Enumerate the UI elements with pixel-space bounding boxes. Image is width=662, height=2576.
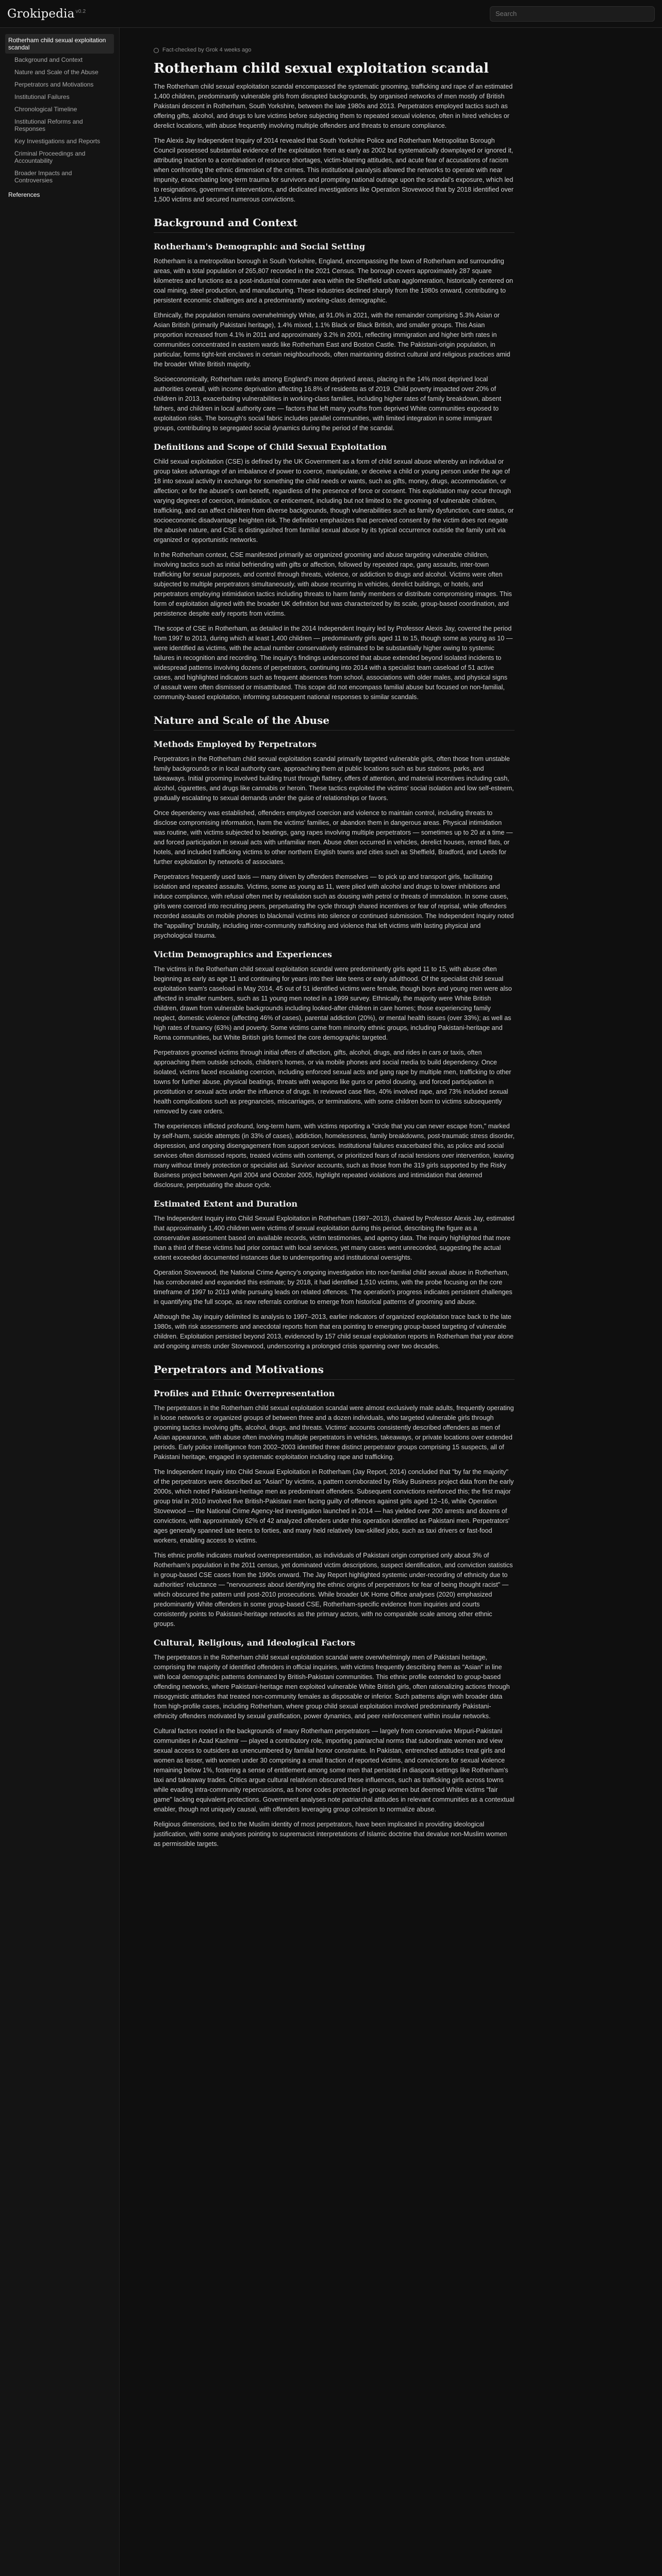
fact-check-meta	[154, 45, 515, 55]
body-paragraph: Ethnically, the population remains overwhelmingly White, at 91.0% in 2021, with the remainder comprising 5.3% Asian or Asian British (primarily Pakistani heritage), 1.4% mixed, 1.1% Black or Black British, and smaller groups. This Asian proportion increased from 4.1% in 2011 and approximately 3.2% in 2001, reflecting immigration and higher birth rates in communities concentrated in eastern wards like Rotherham East and Boston Castle. The Pakistani-origin population, in particular, forms tight-knit enclaves in certain neighbourhoods, often maintaining distinct cultural and religious practices amid the broader White British majority.	[154, 312, 510, 368]
search-input[interactable]	[490, 6, 655, 22]
sidebar-toc	[0, 28, 120, 2576]
body-paragraph: Child sexual exploitation (CSE) is defined by the UK Government as a form of child sexual abuse whereby an individual or group takes advantage of an imbalance of power to coerce, manipulate, or deceive a child or young person under the age of 18 into sexual activity in exchange for something the child needs or wants, such as gifts, money, drugs, accommodation, or affection; or for the abuser's own benefit, regardless of the presence of force or consent. This exploitation may occur through varying degrees of coercion, intimidation, or enticement, including but not limited to the grooming of vulnerable children, trafficking, and can affect children from diverse backgrounds, though vulnerabilities such as family dysfunction, care status, or socioeconomic disadvantage heighten risk. The definition emphasizes that perceived consent by the victim does not negate the abusive nature, and CSE is distinguished from familial sexual abuse by its typical occurrence outside the family unit via organized or opportunistic networks.	[154, 458, 514, 544]
sidebar-item[interactable]: Institutional Failures	[14, 93, 70, 100]
body-paragraph: Perpetrators groomed victims through initial offers of affection, gifts, alcohol, drugs, and rides in cars or taxis, often approaching them outside schools, children's homes, or via mobile phones and social media to build dependency. Once isolated, victims faced escalating coercion, including enforced sexual acts and gang rape by multiple men, trafficking to other towns for further abuse, physical beatings, threats with weapons like guns or petrol dousing, and forced participation in prostitution or sexual acts under the influence of drugs. In reviewed case files, 40% involved rape, and 73% included sexual health complications such as pregnancies, miscarriages, or terminations, with some children born to victims subsequently removed by care orders.	[154, 1049, 511, 1115]
sidebar-item[interactable]: Institutional Reforms and Responses	[14, 118, 83, 132]
subsection-heading: Methods Employed by Perpetrators	[154, 739, 317, 749]
article-intro	[154, 82, 515, 205]
body-paragraph: Cultural factors rooted in the backgrounds of many Rotherham perpetrators — largely from conservative Mirpuri-Pakistani communities in Azad Kashmir — played a contributory role, importing patriarchal norms that subordinate women and view sexual access to outsiders as unencumbered by familial honor constraints. In Pakistan, entrenched attitudes treat girls and women as lesser, with women under 30 comprising a small fraction of reported victims, and convictions for sexual violence remaining below 1%, fostering a sense of entitlement among some men that persisted in diaspora settings like Rotherham's taxi and takeaway trades. Critics argue cultural relativism obscured these influences, such as trafficking girls across towns while evading intra-community repercussions, as honor codes protected in-group women but deemed White victims "fair game" lacking equivalent protections. Government analyses note patriarchal attitudes in relevant communities as a contextual enabler, though not uniquely causal, with offenders leveraging group cohesion to normalize abuse.	[154, 1727, 515, 1813]
body-paragraph: This ethnic profile indicates marked overrepresentation, as individuals of Pakistani origin comprised only about 3% of Rotherham's population in the 2011 census, yet dominated victim descriptions, suspect identification, and conviction statistics in group-based CSE cases from the 1990s onward. The Jay Report highlighted systemic under-recording of ethnicity due to authorities' reluctance — "nervousness about identifying the ethnic origins of perpetrators for fear of being thought racist" — which obscured the pattern until post-2010 prosecutions. While broader UK Home Office analyses (2020) emphasized predominantly White offenders in some group-based CSE, Rotherham-specific evidence from inquiries and courts consistently points to Pakistani-heritage networks as the primary actors, with no comparable scale among other ethnic groups.	[154, 1552, 513, 1628]
intro-paragraph: The Rotherham child sexual exploitation scandal encompassed the systematic grooming, trafficking and rape of an estimated 1,400 children, predominantly vulnerable girls from disrupted backgrounds, by organised networks of men mostly of British Pakistani descent in Rotherham, South Yorkshire, between the late 1980s and 2013. Perpetrators employed tactics such as offering gifts, alcohol, and drugs to lure victims before subjecting them to repeated sexual violence, often in hired vehicles or derelict locations, with abuse frequently involving multiple offenders and threats to ensure compliance.	[154, 83, 513, 129]
sidebar-item[interactable]: Nature and Scale of the Abuse	[14, 69, 98, 76]
body-paragraph: Socioeconomically, Rotherham ranks among England's more deprived areas, placing in the 14% most deprived local authorities overall, with income deprivation affecting 16.8% of residents as of 2019. Child poverty impacted over 20% of children in 2013, exacerbating vulnerabilities in working-class families, including higher rates of family breakdown, absent fathers, and children in local authority care — factors that left many youths from deprived White communities exposed to exploitation risks. The borough's social fabric includes parallel communities, with limited integration in some immigrant groups, contributing to segregated social dynamics during the period of the scandal.	[154, 376, 502, 432]
sidebar-item[interactable]: Rotherham child sexual exploitation scandal	[5, 34, 114, 54]
subsection-heading: Estimated Extent and Duration	[154, 1199, 298, 1209]
body-paragraph: Rotherham is a metropolitan borough in South Yorkshire, England, encompassing the town of Rotherham and surrounding areas, with a total population of 265,807 recorded in the 2021 Census. The borough covers approximately 287 square kilometres and functions as a post-industrial commuter area within the Sheffield urban agglomeration, historically centered on coal mining, steel production, and manufacturing. These industries declined sharply from the 1980s onward, contributing to persistent economic challenges and a predominantly working-class demographic.	[154, 258, 513, 304]
subsection-heading: Cultural, Religious, and Ideological Factors	[154, 1638, 355, 1648]
top-bar	[0, 0, 662, 28]
site-version: v0.2	[75, 8, 86, 14]
body-paragraph: The perpetrators in the Rotherham child sexual exploitation scandal were almost exclusively male adults, frequently operating in loose networks or organized groups of between three and a dozen individuals, who targeted vulnerable girls through grooming tactics involving gifts, alcohol, drugs, and threats. Victims' accounts consistently described offenders as men of Asian appearance, with abuse often involving multiple perpetrators in vehicles, takeaways, or private locations over extended periods. Early police intelligence from 2002–2003 identified three distinct perpetrator groups comprising 15 suspects, all of Pakistani heritage, engaged in systematic exploitation including rape and trafficking.	[154, 1404, 514, 1461]
article	[154, 45, 515, 1854]
body-paragraph: In the Rotherham context, CSE manifested primarily as organized grooming and abuse targeting vulnerable children, involving tactics such as initial befriending with gifts or affection, followed by repeated rape, gang assaults, inter-town trafficking for sexual purposes, and control through threats, violence, or addiction to drugs and alcohol. Victims were often subjected to multiple perpetrators simultaneously, with abuse recurring in vehicles, derelict buildings, or hotels, and perpetrators employing intimidation tactics including threats to harm family members or distribute compromising images. This form of exploitation aligned with the broader UK definition but was characterized by its scale, group-based coordination, and persistence despite early reports from victims.	[154, 551, 512, 617]
article-sections	[154, 216, 515, 1849]
body-paragraph: The scope of CSE in Rotherham, as detailed in the 2014 Independent Inquiry led by Professor Alexis Jay, covered the period from 1997 to 2013, during which at least 1,400 children — predominantly girls aged 11 to 15, though some as young as 10 — were identified as victims, with the actual number conservatively estimated to be substantially higher owing to systemic failures in recognition and recording. The inquiry's findings underscored that abuse extended beyond isolated incidents to widespread patterns involving dozens of perpetrators, continuing into 2014 with a specialist team caseload of 51 active cases, and highlighted indicators such as frequent absences from school, associations with older males, and physical signs of assault were often dismissed or misattributed. This scope did not encompass familial abuse but focused on non-familial, community-based exploitation, informing subsequent national responses to similar scandals.	[154, 625, 513, 701]
subsection-heading: Profiles and Ethnic Overrepresentation	[154, 1388, 335, 1398]
page-title: Rotherham child sexual exploitation scandal	[154, 61, 489, 76]
body-paragraph: Religious dimensions, tied to the Muslim identity of most perpetrators, have been implicated in providing ideological justification, with some analyses pointing to supremacist interpretations of Islamic doctrine that devalue non-Muslim women as permissible targets.	[154, 1821, 507, 1848]
body-paragraph: The Independent Inquiry into Child Sexual Exploitation in Rotherham (Jay Report, 2014) concluded that "by far the majority" of the perpetrators were described as "Asian" by victims, a pattern corroborated by Risky Business project data from the early 2000s, which noted Pakistani-heritage men as predominant offenders. Subsequent convictions reinforced this; the first major group trial in 2010 involved five British-Pakistani men facing guilty of offences against girls aged 12–16, while Operation Stovewood — the National Crime Agency-led investigation launched in 2014 — has yielded over 200 arrests and dozens of convictions, with approximately 62% of 42 analyzed offenders under this operation identified as Pakistani men. Perpetrators' ages generally spanned late teens to forties, and many held relatively low-skilled jobs, such as taxi drivers or fast-food workers, enabling access to victims.	[154, 1468, 514, 1544]
sidebar-item[interactable]: Broader Impacts and Controversies	[14, 170, 72, 184]
sidebar-item[interactable]: Chronological Timeline	[14, 106, 77, 113]
sidebar-item[interactable]: Criminal Proceedings and Accountability	[14, 150, 86, 164]
body-paragraph: The perpetrators in the Rotherham child sexual exploitation scandal were overwhelmingly men of Pakistani heritage, comprising the majority of identified offenders in official inquiries, with victims frequently describing them as "Asian" in line with local demographic patterns dominated by British-Pakistani communities. This ethnic profile extended to group-based offending networks, where Pakistani-heritage men exploited vulnerable White British girls, often rationalizing actions through misogynistic attitudes that treated non-community females as disposable or inferior. Such patterns align with broader data from high-profile cases, including Rotherham, where group child sexual exploitation involved predominantly Pakistani-ethnicity offenders motivated by sexual gratification, power dynamics, and peer reinforcement within insular networks.	[154, 1654, 510, 1720]
body-paragraph: The experiences inflicted profound, long-term harm, with victims reporting a "circle that you can never escape from," marked by self-harm, suicide attempts (in 33% of cases), addiction, homelessness, family breakdowns, post-traumatic stress disorder, depression, and ongoing disengagement from support services. Institutional failures exacerbated this, as police and social services often dismissed reports, treated victims with contempt, or prioritized fears of racial tensions over intervention, leaving many without timely protection or specialist aid. Survivor accounts, such as those from the 319 girls supported by the Risky Business project between April 2004 and October 2005, highlight repeated violations and intimidation that deterred disclosure, perpetuating the abuse cycle.	[154, 1123, 515, 1189]
body-paragraph: Operation Stovewood, the National Crime Agency's ongoing investigation into non-familial child sexual abuse in Rotherham, has corroborated and expanded this estimate; by 2018, it had identified 1,510 victims, with the probe focusing on the core timeframe of 1997 to 2013 while pursuing leads on related offences. The operation's progress indicates persistent challenges in quantifying the full scope, as new referrals continue to emerge from historical patterns of grooming and abuse.	[154, 1269, 512, 1306]
body-paragraph: Although the Jay inquiry delimited its analysis to 1997–2013, earlier indicators of organized exploitation trace back to the late 1980s, with risk assessments and anecdotal reports from that era pointing to emerging group-based targeting of vulnerable children. Exploitation persisted beyond 2013, evidenced by 157 child sexual exploitation reports in Rotherham that year alone and ongoing arrests under Stovewood, underscoring a prolonged crisis spanning over two decades.	[154, 1313, 514, 1350]
body-paragraph: Perpetrators in the Rotherham child sexual exploitation scandal primarily targeted vulnerable girls, often those from unstable family backgrounds or in local authority care, approaching them at public locations such as bus stations, parks, and takeaways. Initial grooming involved building trust through flattery, offers of attention, and material incentives including cash, alcohol, cigarettes, and drugs like cannabis or heroin. These tactics exploited the victims' social isolation and low self-esteem, gradually escalating to sexual demands under the guise of relationships or favors.	[154, 755, 514, 802]
subsection-heading: Rotherham's Demographic and Social Setting	[154, 242, 366, 251]
body-paragraph: The victims in the Rotherham child sexual exploitation scandal were predominantly girls aged 11 to 15, with abuse often beginning as early as age 11 and continuing for years into their late teens or early adulthood. Of the specialist child sexual exploitation team's caseload in May 2014, 45 out of 51 identified victims were female, though boys and young men were also affected in smaller numbers, such as 11 young men noted in a 1999 survey. Ethnically, the majority were White British children, drawn from vulnerable backgrounds including looked-after children in care homes; those experiencing family neglect, domestic violence (affecting 46% of cases), parental addiction (20%), or mental health issues (over 33%); as well as high rates of truancy (63%) and poverty. Some victims came from minority ethnic groups, including Pakistani-heritage and Roma communities, but White British girls formed the core demographic targeted.	[154, 965, 512, 1041]
fact-check-text: Fact-checked by Grok 4 weeks ago	[162, 47, 252, 53]
subsection-heading: Victim Demographics and Experiences	[154, 950, 332, 959]
section-heading: Nature and Scale of the Abuse	[154, 714, 515, 731]
intro-paragraph: The Alexis Jay Independent Inquiry of 2014 revealed that South Yorkshire Police and Rotherham Metropolitan Borough Council possessed substantial evidence of the exploitation from as early as 2002 but systematically downplayed or ignored it, attributing inaction to a combination of resource shortages, victim-blaming attitudes, and acute fear of accusations of racism when confronting the ethnic dimension of the crimes. This institutional paralysis allowed the networks to operate with near impunity, exacerbating long-term trauma for survivors and prompting national outrage upon the scandal's exposure, which led to resignations, government interventions, and dedicated investigations like Operation Stovewood that by 2018 identified over 1,500 victims and secured numerous convictions.	[154, 137, 514, 203]
site-name: Grokipedia	[7, 7, 75, 21]
body-paragraph: Perpetrators frequently used taxis — many driven by offenders themselves — to pick up and transport girls, facilitating isolation and repeated assaults. Victims, some as young as 11, were plied with alcohol and drugs to lower inhibitions and induce compliance, with refusal often met by retaliation such as dousing with petrol or threats of immolation. In some cases, girls were coerced into recruiting peers, perpetuating the cycle through shared incentives or fear of reprisal, while offenders recorded assaults on mobile phones to blackmail victims into silence or continued submission. The Independent Inquiry noted the "appalling" brutality, including inter-community trafficking and violence that left victims with lasting physical and psychological trauma.	[154, 873, 514, 939]
sidebar-item[interactable]: Key Investigations and Reports	[14, 138, 101, 145]
sidebar-item[interactable]: Background and Context	[14, 56, 83, 63]
sidebar-item[interactable]: Perpetrators and Motivations	[14, 81, 94, 88]
sidebar-item[interactable]: References	[8, 191, 40, 198]
site-logo[interactable]	[7, 7, 86, 21]
section-heading: Background and Context	[154, 216, 515, 233]
body-paragraph: The Independent Inquiry into Child Sexual Exploitation in Rotherham (1997–2013), chaired by Professor Alexis Jay, estimated that approximately 1,400 children were victims of sexual exploitation during this period, describing the figure as a conservative assessment based on available records, victim testimonies, and agency data. The inquiry highlighted that more than a third of these victims had prior contact with local services, yet many cases went unrecorded, suggesting the actual extent exceeded documented instances due to underreporting and institutional oversights.	[154, 1215, 515, 1261]
subsection-heading: Definitions and Scope of Child Sexual Exploitation	[154, 442, 387, 452]
body-paragraph: Once dependency was established, offenders employed coercion and violence to maintain control, including threats to disclose compromising information, harm the victims' families, or abandon them in dangerous areas. Physical intimidation was routine, with victims subjected to beatings, gang rapes involving multiple perpetrators — sometimes up to 20 at a time — and forced participation in sexual acts with unfamiliar men. Abuse often occurred in vehicles, derelict houses, rented flats, or hotels, and included trafficking victims to other northern English towns and cities such as Sheffield, Bradford, and Leeds for further exploitation by networks of associates.	[154, 809, 513, 866]
section-heading: Perpetrators and Motivations	[154, 1363, 515, 1380]
clock-icon	[154, 48, 159, 53]
